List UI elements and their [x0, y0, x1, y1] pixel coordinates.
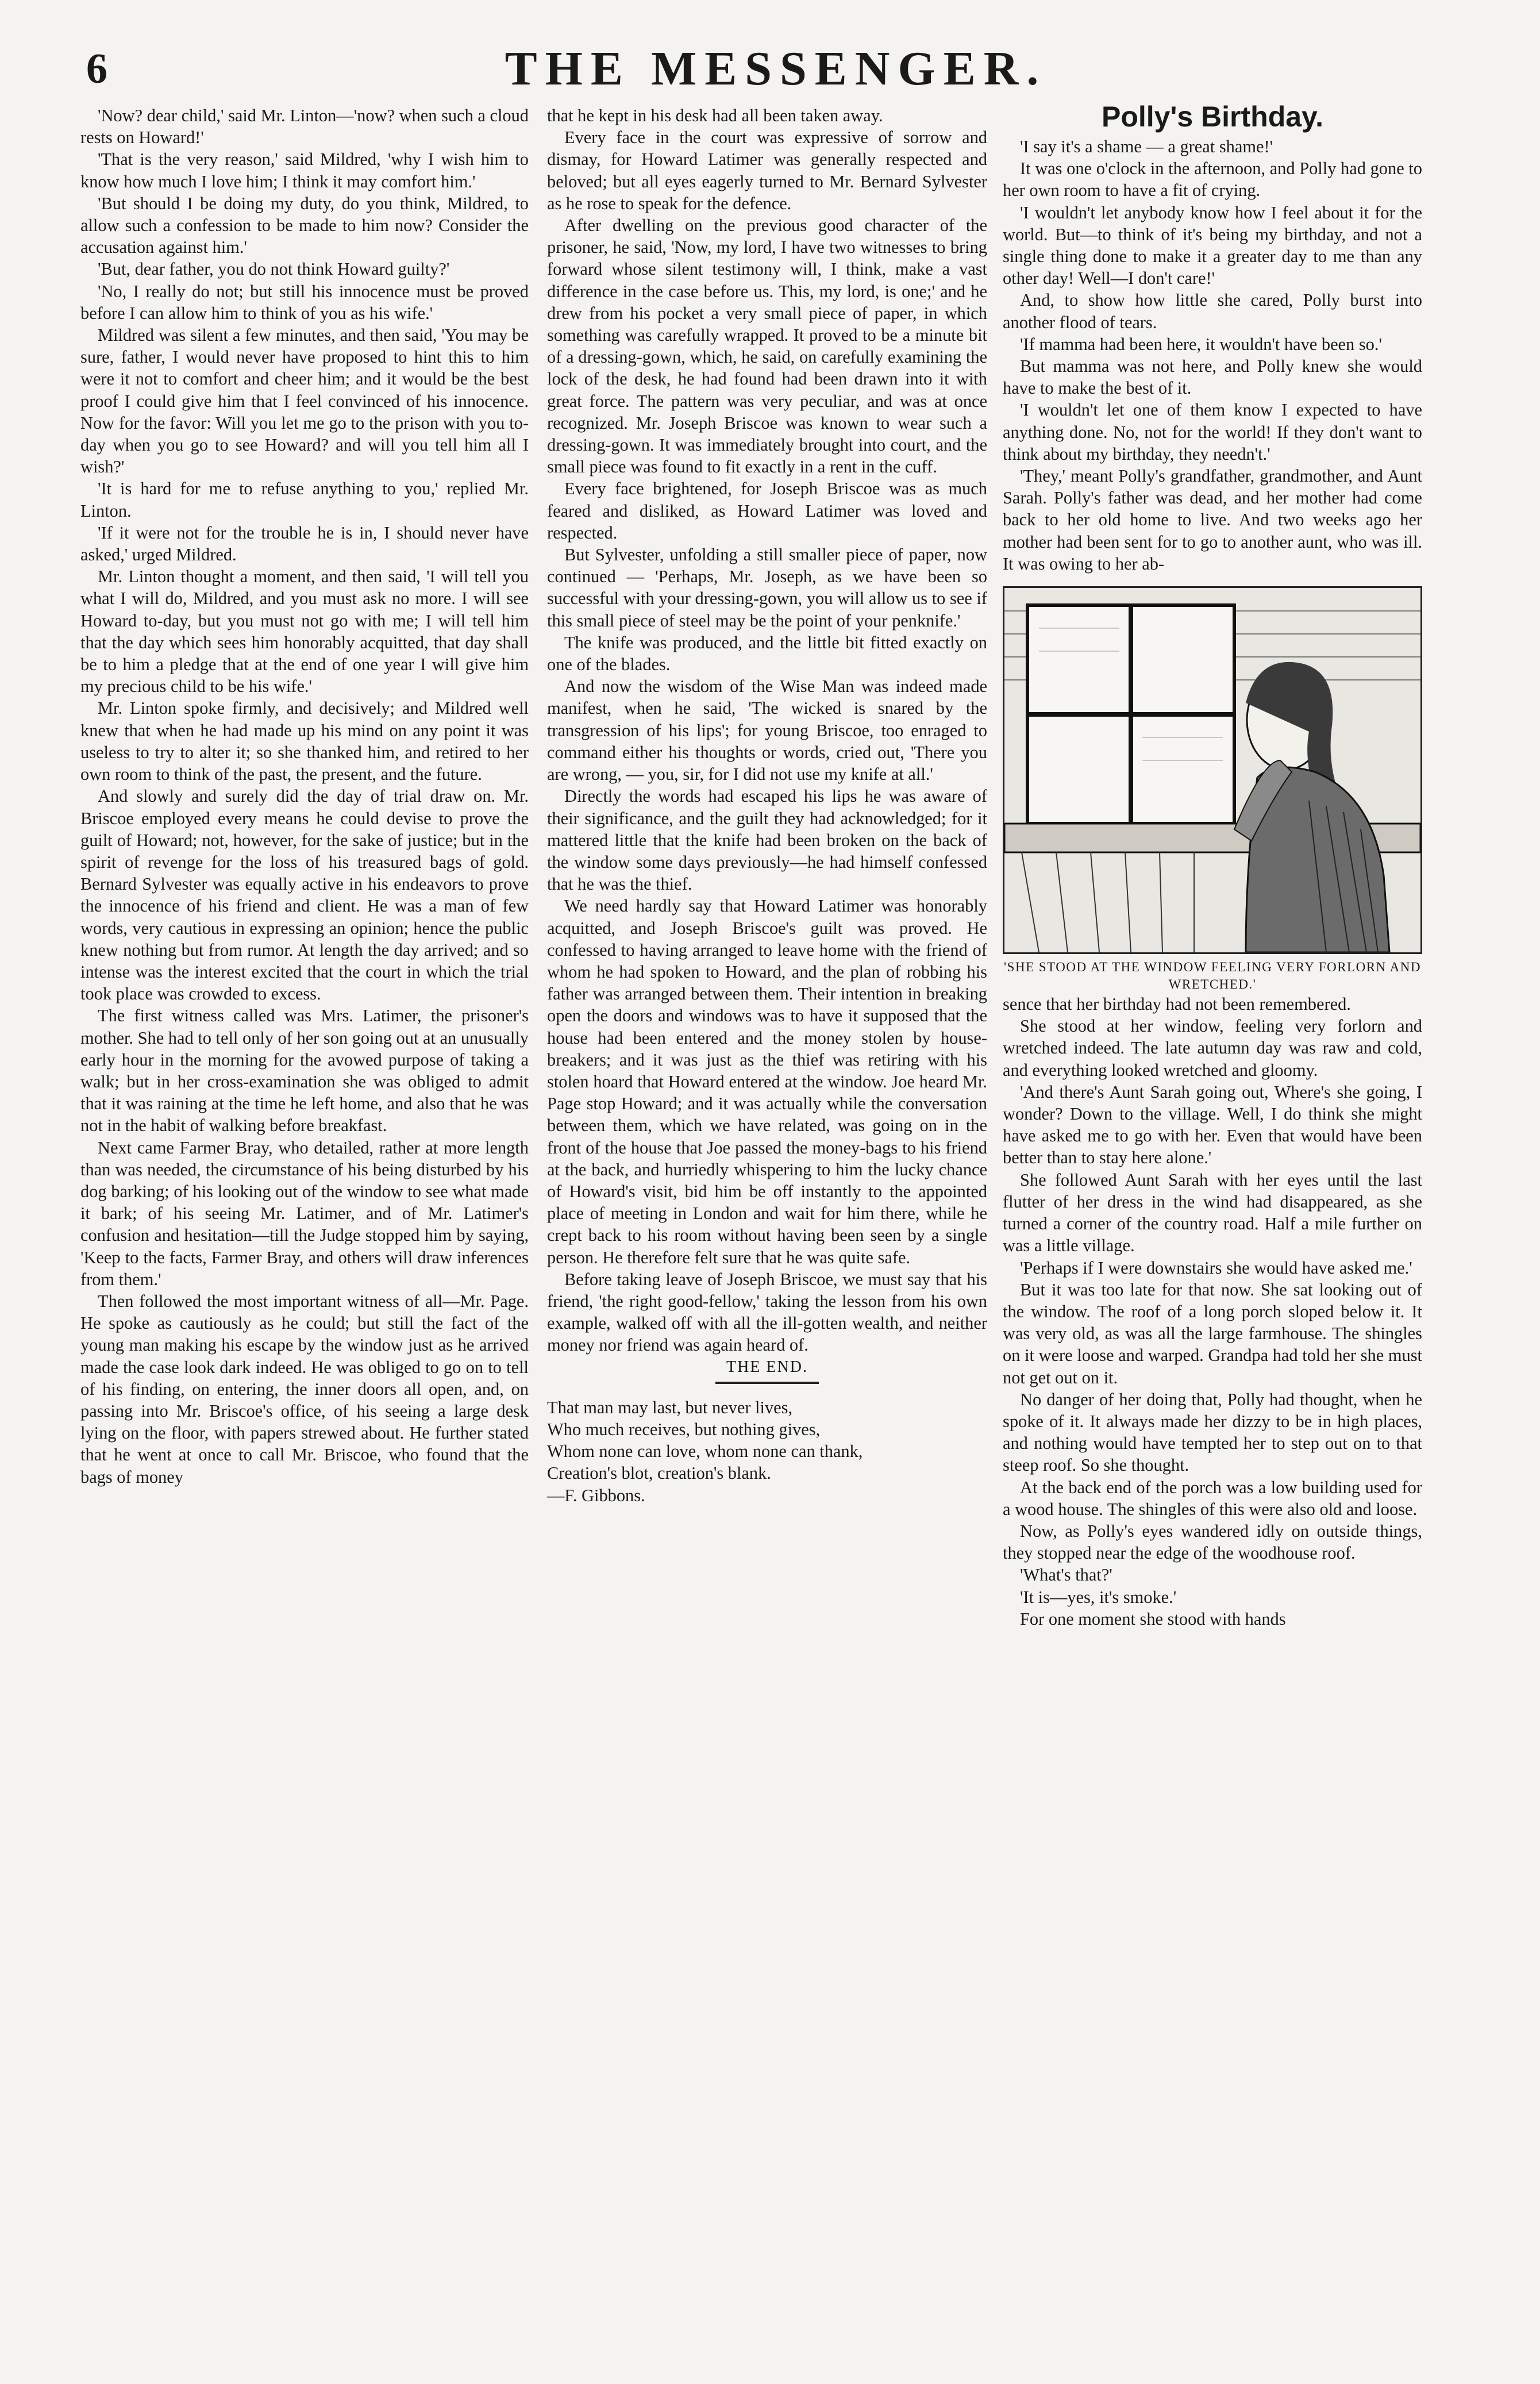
illustration-caption: 'SHE STOOD AT THE WINDOW FEELING VERY FORLORN AND WRETCHED.' — [1004, 960, 1421, 992]
paragraph: But mamma was not here, and Polly knew she would have to make the best of it. — [1003, 356, 1422, 398]
paragraph: sence that her birthday had not been remembered. — [1003, 994, 1351, 1014]
paragraph: Mr. Linton spoke firmly, and decisively; and Mildred well knew that when he had made up his mind on any point it was useless to try to alter it; so she thanked him, and retired to her own room to think of the past, the present, and the future. — [80, 698, 529, 785]
paragraph: But Sylvester, unfolding a still smaller piece of paper, now continued — 'Perhaps, Mr. Joseph, as we have been so successful with your dressing-gown, you will allow us to see if this small piece of steel may be the point of your penknife.' — [547, 545, 987, 630]
paragraph: Mildred was silent a few minutes, and then said, 'You may be sure, father, I would never have proposed to hint this to him were it not to comfort and cheer him; and it would be the best proof I could give him that I feel convinced of his innocence. Now for the favor: Will you let me go to the prison with you to-day when you go to see Howard? and will you tell him all I wish?' — [80, 325, 529, 477]
paragraph: 'What's that?' — [1020, 1565, 1112, 1585]
paragraph: Every face in the court was expressive of sorrow and dismay, for Howard Latimer was generally respected and beloved; but all eyes eagerly turned to Mr. Bernard Sylvester as he rose to speak for the defence. — [547, 128, 987, 213]
poem-line: Who much receives, but nothing gives, — [547, 1419, 821, 1439]
paragraph: 'And there's Aunt Sarah going out, Where's she going, I wonder? Down to the village. Well, I do think she might have asked me to go with her. Even that would have been better than to stay here alone.' — [1003, 1082, 1422, 1168]
paragraph: But it was too late for that now. She sat looking out of the window. The roof of a long porch sloped below it. It was very old, as was all the large farmhouse. The shingles on it were loose and warped. Grandpa had told her she must not get out on it. — [1003, 1279, 1422, 1387]
poem-line: Creation's blot, creation's blank. — [547, 1463, 771, 1483]
paragraph: 'But, dear father, you do not think Howard guilty?' — [98, 259, 450, 279]
paragraph: The first witness called was Mrs. Latimer, the prisoner's mother. She had to tell only of her son going out at an unusually early hour in the morning for the avowed purpose of taking a walk; but in her cross-examination she was obliged to admit that it was raining at the time he left home, and also that he was not in the habit of walking before breakfast. — [80, 1006, 529, 1136]
engraving-illustration — [1003, 586, 1422, 954]
poem-line: Whom none can love, whom none can thank, — [547, 1441, 863, 1462]
paragraph: 'It is hard for me to refuse anything to you,' replied Mr. Linton. — [80, 479, 529, 521]
paragraph: No danger of her doing that, Polly had thought, when he spoke of it. It always made her dizzy to be in high places, and nothing would have tempted her to step out on to that steep roof. So she thought. — [1003, 1389, 1422, 1475]
paragraph: that he kept in his desk had all been taken away. — [547, 106, 883, 125]
paragraph: 'I say it's a shame — a great shame!' — [1020, 137, 1273, 156]
the-end-heading: THE END. — [726, 1358, 808, 1376]
paragraph: For one moment she stood with hands — [1020, 1609, 1286, 1629]
paragraph: She followed Aunt Sarah with her eyes until the last flutter of her dress in the wind had disappeared, as she turned a corner of the country road. Half a mile further on was a little village. — [1003, 1170, 1422, 1256]
paragraph: We need hardly say that Howard Latimer was honorably acquitted, and Joseph Briscoe's guilt was proved. He confessed to having arranged to leave home with the friend of whom he had spoken to Howard, and the plan of robbing his father was arranged between them. Their intention in breaking open the doors and windows was to have it supposed that the house had been entered and the money stolen by house-breakers; and it was just as the thief was retiring with his stolen hoard that Howard entered at the window. Joe heard Mr. Page stop Howard; and it was actually while the conversation between them, which we have related, was going on in the front of the house that Joe passed the money-bags to his friend at the back, and hurriedly whispering to him the lucky chance of Howard's visit, bid him be off instantly to the appointed place of meeting in London and wait for him there, while he crept back to his room without having been seen by a single person. He therefore felt sure that he was quite safe. — [547, 896, 987, 1267]
newspaper-title: THE MESSENGER. — [505, 42, 1047, 95]
paragraph: Directly the words had escaped his lips he was aware of their significance, and the guilt they had acknowledged; for it mattered little that the knife had been broken on the back of the window some days previously—he had himself confessed that he was the thief. — [547, 786, 987, 894]
paragraph: She stood at her window, feeling very forlorn and wretched indeed. The late autumn day was raw and cold, and everything looked wretched and gloomy. — [1003, 1016, 1422, 1080]
article-title: Polly's Birthday. — [1101, 101, 1324, 133]
paragraph: 'I wouldn't let one of them know I expected to have anything done. No, not for the world! If they don't want to think about my birthday, they needn't.' — [1003, 400, 1422, 464]
paragraph: 'If mamma had been here, it wouldn't have been so.' — [1020, 334, 1382, 354]
paragraph: And, to show how little she cared, Polly burst into another flood of tears. — [1003, 290, 1422, 332]
paragraph: 'Perhaps if I were downstairs she would have asked me.' — [1020, 1258, 1412, 1278]
paragraph: It was one o'clock in the afternoon, and Polly had gone to her own room to have a fit of crying. — [1003, 159, 1422, 201]
paragraph: 'It is—yes, it's smoke.' — [1020, 1587, 1177, 1607]
paragraph: And now the wisdom of the Wise Man was indeed made manifest, when he said, 'The wicked is snared by the transgression of his lips'; for young Briscoe, too enraged to command either his thoughts or words, cried out, 'There you are wrong, — you, sir, for I did not use my knife at all.' — [547, 676, 987, 785]
girl-at-window-image — [1004, 588, 1420, 952]
divider-rule — [715, 1382, 819, 1384]
paragraph: After dwelling on the previous good character of the prisoner, he said, 'Now, my lord, I have two witnesses to bring forward whose silent testimony will, I think, make a vast difference in the case before us. This, my lord, is one;' and he drew from his pocket a very small piece of paper, in which something was carefully wrapped. It proved to be a minute bit of a dressing-gown, which, he said, on carefully examining the lock of the desk, he had found had been drawn into it with great force. The pattern was very peculiar, and was at once recognized. Mr. Joseph Briscoe was known to wear such a dressing-gown. It was immediately brought into court, and the small piece was found to fit exactly in a rent in the cuff. — [547, 216, 987, 477]
paragraph: And slowly and surely did the day of trial draw on. Mr. Briscoe employed every means he could devise to prove the guilt of Howard; not, however, for the sake of justice; but in the spirit of revenge for the loss of his treasured bags of gold. Bernard Sylvester was equally active in his endeavors to prove the innocence of his friend and client. He was a man of few words, very cautious in expressing an opinion; hence the public knew nothing but from rumor. At length the day arrived; and so intense was the interest excited that the court in which the trial took place was crowded to excess. — [80, 786, 529, 1004]
paragraph: Then followed the most important witness of all—Mr. Page. He spoke as cautiously as he could; but still the fact of the young man making his escape by the window just as he arrived made the case look dark indeed. He was obliged to go on to tell of his finding, on entering, the inner doors all open, and, on passing into Mr. Briscoe's office, of his seeing a large desk lying on the floor, with papers strewed about. He further stated that he went at once to call Mr. Briscoe, who found that the bags of money — [80, 1291, 529, 1487]
page-number: 6 — [86, 45, 107, 93]
paragraph: Every face brightened, for Joseph Briscoe was as much feared and disliked, as Howard Latimer was loved and respected. — [547, 479, 987, 543]
paragraph: 'They,' meant Polly's grandfather, grandmother, and Aunt Sarah. Polly's father was dead, and her mother had come back to her old home to live. And two weeks ago her mother had been sent for to go to another aunt, who was ill. It was owing to her ab- — [1003, 466, 1422, 574]
column-3 — [1003, 98, 1422, 1630]
paragraph: At the back end of the porch was a low building used for a wood house. The shingles of this were also old and loose. — [1003, 1477, 1422, 1519]
paragraph: 'No, I really do not; but still his innocence must be proved before I can allow him to think of you as his wife.' — [80, 281, 529, 323]
paragraph: 'If it were not for the trouble he is in, I should never have asked,' urged Mildred. — [80, 522, 529, 565]
masthead — [86, 40, 1465, 98]
paragraph: 'Now? dear child,' said Mr. Linton—'now? when such a cloud rests on Howard!' — [80, 106, 529, 148]
paragraph: Before taking leave of Joseph Briscoe, we must say that his friend, 'the right good-fellow,' taking the lesson from his own example, walked off with all the ill-gotten wealth, and neither money nor friend was again heard of. — [547, 1269, 987, 1355]
paragraph: The knife was produced, and the little bit fitted exactly on one of the blades. — [547, 632, 987, 675]
poem-line: That man may last, but never lives, — [547, 1397, 793, 1417]
column-1 — [80, 105, 529, 1488]
column-2 — [547, 105, 987, 1506]
paragraph: Mr. Linton thought a moment, and then said, 'I will tell you what I will do, Mildred, and you must ask no more. I will see Howard to-day, but you must not go with me; I will tell him that the day which sees him honorably acquitted, that day shall be to him a pledge that at the end of one year I will give him my precious child to be his wife.' — [80, 567, 529, 697]
poem — [547, 1397, 987, 1506]
paragraph: 'I wouldn't let anybody know how I feel about it for the world. But—to think of it's being my birthday, and not a single thing done to make it a greater day to me than any other day! Well—I don't care!' — [1003, 202, 1422, 289]
paragraph: 'That is the very reason,' said Mildred, 'why I wish him to know how much I love him; I think it may comfort him.' — [80, 149, 529, 191]
poem-attribution: —F. Gibbons. — [547, 1485, 645, 1505]
paragraph: Next came Farmer Bray, who detailed, rather at more length than was needed, the circumstance of his being disturbed by his dog barking; of his looking out of the window to see what made it bark; of his seeing Mr. Latimer, and of Mr. Latimer's confusion and hesitation—till the Judge stopped him by saying, 'Keep to the facts, Farmer Bray, and others will draw inferences from them.' — [80, 1137, 529, 1289]
paragraph: Now, as Polly's eyes wandered idly on outside things, they stopped near the edge of the woodhouse roof. — [1003, 1521, 1422, 1563]
paragraph: 'But should I be doing my duty, do you think, Mildred, to allow such a confession to be made to him now? Consider the accusation against him.' — [80, 193, 529, 257]
